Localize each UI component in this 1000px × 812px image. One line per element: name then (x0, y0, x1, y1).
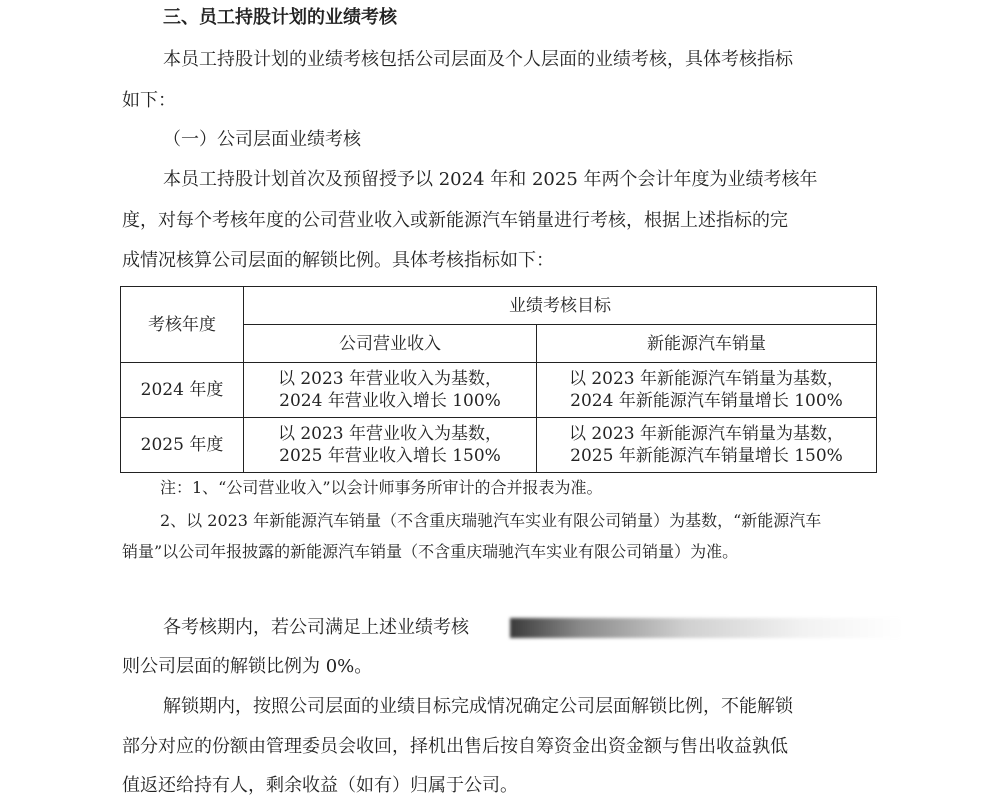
header-year: 考核年度 (121, 287, 244, 363)
header-sales: 新能源汽车销量 (537, 325, 877, 363)
paragraph3-line-2: 部分对应的份额由管理委员会收回，择机出售后按自筹资金出资金额与售出收益孰低 (122, 736, 788, 757)
paragraph2-line-2: 则公司层面的解锁比例为 0%。 (122, 656, 373, 677)
revenue-line: 2024 年营业收入增长 100% (279, 391, 501, 411)
row-sales (537, 418, 877, 473)
revenue-line: 以 2023 年营业收入为基数， (277, 424, 503, 444)
header-revenue: 公司营业收入 (244, 325, 537, 363)
revenue-line: 2025 年营业收入增长 150% (279, 446, 501, 466)
table-row (121, 418, 877, 473)
intro-line-2: 如下： (122, 90, 176, 111)
sales-line: 2024 年新能源汽车销量增长 100% (570, 391, 843, 411)
table-row (121, 363, 877, 418)
intro-line-1: 本员工持股计划的业绩考核包括公司层面及个人层面的业绩考核，具体考核指标 (163, 49, 793, 70)
row-revenue (244, 418, 537, 473)
sales-line: 2025 年新能源汽车销量增长 150% (570, 446, 843, 466)
revenue-line: 以 2023 年营业收入为基数， (277, 369, 503, 389)
row-year: 2024 年度 (121, 363, 244, 418)
row-sales (537, 363, 877, 418)
note-2-line-1: 2、以 2023 年新能源汽车销量（不含重庆瑞驰汽车实业有限公司销量）为基数，“新能源汽车 (160, 511, 822, 530)
paragraph1-line-3: 成情况核算公司层面的解锁比例。具体考核指标如下： (122, 250, 554, 271)
paragraph2-line-1: 各考核期内，若公司满足上述业绩考核 (163, 617, 469, 638)
sales-line: 以 2023 年新能源汽车销量为基数， (568, 424, 845, 444)
header-target: 业绩考核目标 (244, 287, 877, 325)
redacted-text-blur (510, 618, 902, 638)
note-2-line-2: 销量”以公司年报披露的新能源汽车销量（不含重庆瑞驰汽车实业有限公司销量）为准。 (122, 542, 739, 561)
performance-table (120, 286, 877, 473)
note-1: 注：1、“公司营业收入”以会计师事务所审计的合并报表为准。 (160, 478, 603, 497)
paragraph1-line-2: 度，对每个考核年度的公司营业收入或新能源汽车销量进行考核，根据上述指标的完 (122, 210, 788, 231)
section-heading: 三、员工持股计划的业绩考核 (163, 7, 397, 28)
paragraph1-line-1: 本员工持股计划首次及预留授予以 2024 年和 2025 年两个会计年度为业绩考核年 (163, 169, 818, 190)
table-header-row (121, 287, 877, 325)
sales-line: 以 2023 年新能源汽车销量为基数， (568, 369, 845, 389)
row-year: 2025 年度 (121, 418, 244, 473)
sub-heading: （一）公司层面业绩考核 (163, 129, 361, 150)
row-revenue (244, 363, 537, 418)
paragraph3-line-3: 值返还给持有人，剩余收益（如有）归属于公司。 (122, 775, 518, 796)
paragraph3-line-1: 解锁期内，按照公司层面的业绩目标完成情况确定公司层面解锁比例，不能解锁 (163, 696, 793, 717)
